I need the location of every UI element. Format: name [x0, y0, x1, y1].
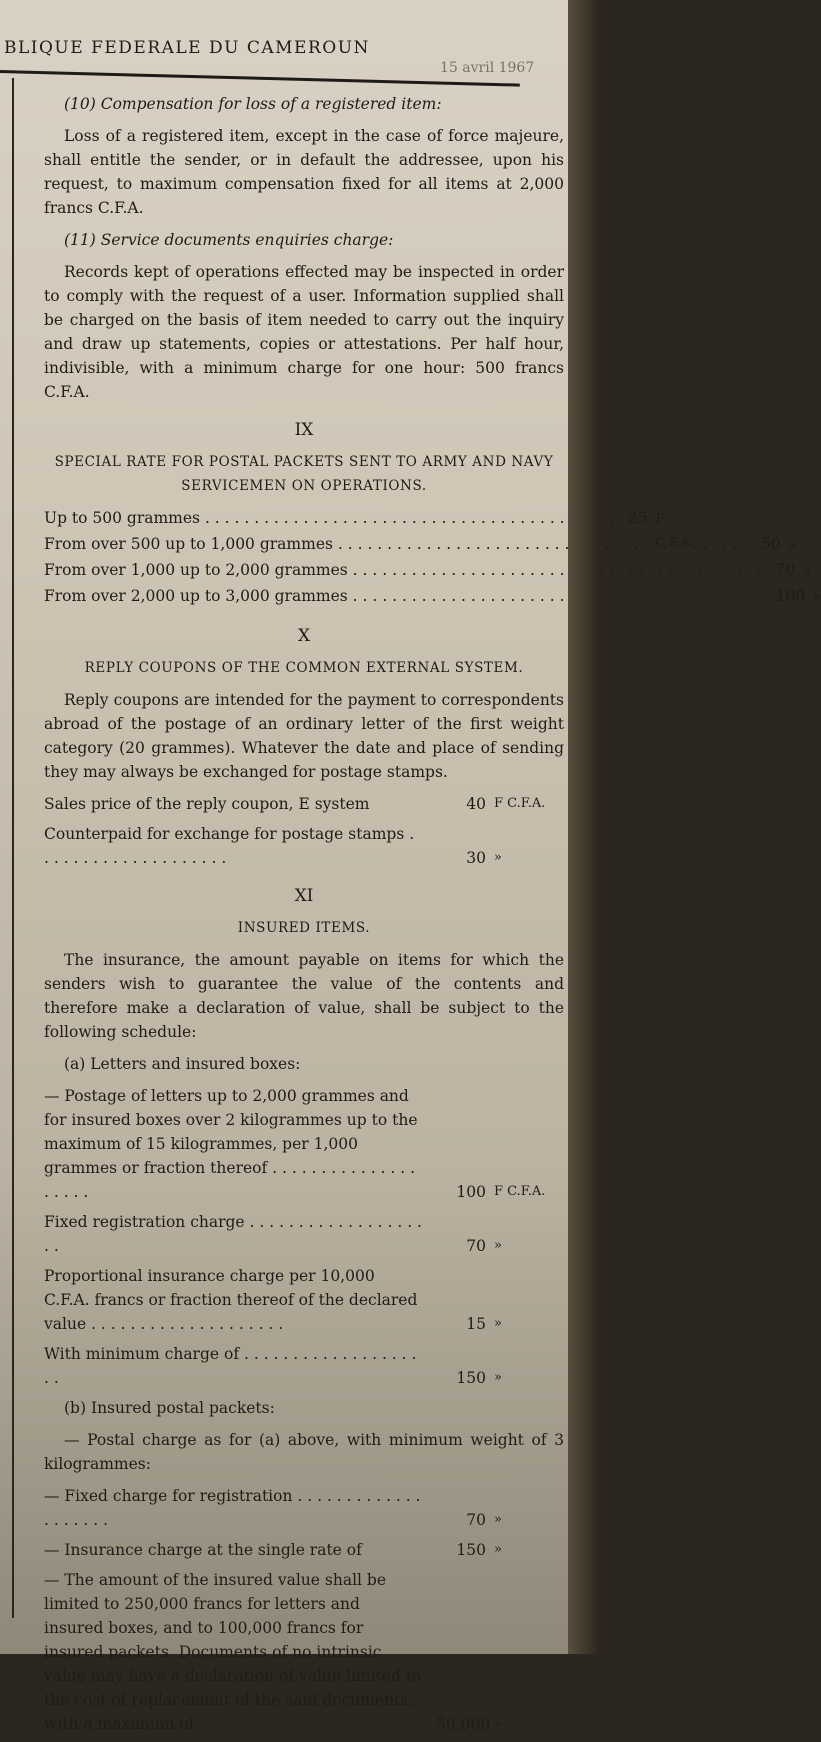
rate-row: [44, 1084, 564, 1204]
para-11-body: Records kept of operations effected may be inspected in order to comply with the request of a user. Information supplied shall be charged on the basis of item needed to carry out the inquiry and draw up statements, copies or attestations. Per half hour, indivisible, with a minimum charge for one hour: 500 francs C.F.A.: [44, 263, 564, 401]
a-min-value: 150: [456, 1369, 486, 1387]
sales-label: Sales price of the reply coupon, E system: [44, 795, 370, 813]
rate-row: [44, 558, 812, 584]
section-x-body: Reply coupons are intended for the payment to correspondents abroad of the postage of an ordinary letter of the first weight category (20 grammes). Whatever the date and place of sending they may always be exchanged for postage stamps.: [44, 691, 564, 781]
section-x-number: X: [297, 626, 311, 646]
a-prop-label: Proportional insurance charge per 10,000 C.F.A. francs or fraction thereof of the declared value . . .: [44, 1264, 422, 1336]
a-postage-unit: F C.F.A.: [494, 1184, 546, 1199]
rate-row: [44, 792, 564, 816]
b-fixed-unit: »: [494, 1512, 502, 1527]
sales-value: 40: [466, 795, 486, 813]
counter-unit: »: [494, 850, 502, 865]
a-fixed-unit: »: [494, 1238, 502, 1253]
rate-unit: »: [788, 538, 797, 553]
b-postal-text: — Postal charge as for (a) above, with minimum weight of 3 kilogrammes:: [44, 1431, 564, 1473]
book-spine-edge: [568, 0, 600, 1654]
rate-row: [44, 1264, 564, 1336]
section-x-title: REPLY COUPONS OF THE COMMON EXTERNAL SYSTEM.: [84, 660, 524, 676]
rate-unit: »: [813, 590, 821, 605]
rate-row: [44, 1568, 564, 1736]
counter-label: Counterpaid for exchange for postage stamps . . .: [44, 822, 422, 870]
rate-row: [44, 822, 564, 870]
rate-row: [44, 1210, 564, 1258]
b-ins-label: — Insurance charge at the single rate of: [44, 1541, 362, 1559]
a-postage-value: 100: [456, 1183, 486, 1201]
a-prop-unit: »: [494, 1316, 502, 1331]
rate-row: [44, 1484, 564, 1532]
subsection-b-heading: (b) Insured postal packets:: [64, 1399, 275, 1417]
b-limit-label: — The amount of the insured value shall be limited to 250,000 francs for letters and insured boxes, and to 100,000 francs for insured packets. Documents of no intrinsic value may have a declaration of value limited to the cost of replacement of the said documents, with a maximum of . . .: [44, 1568, 422, 1736]
page-body: [44, 92, 821, 1742]
rate-row: [44, 532, 797, 558]
margin-line: [12, 78, 14, 1618]
b-ins-unit: »: [494, 1542, 502, 1557]
a-fixed-value: 70: [466, 1237, 486, 1255]
a-prop-value: 15: [466, 1315, 486, 1333]
rate-row: [44, 584, 821, 610]
rate-value: 70: [775, 561, 796, 579]
a-fixed-label: Fixed registration charge . . .: [44, 1210, 422, 1258]
section-ix-title: SPECIAL RATE FOR POSTAL PACKETS SENT TO ARMY AND NAVY SERVICEMEN ON OPERATIONS.: [54, 454, 554, 494]
header-title: BLIQUE FEDERALE DU CAMEROUN: [4, 38, 370, 58]
rate-value: 100: [775, 587, 806, 605]
section-ix-number: IX: [294, 420, 314, 440]
para-10-heading: (10) Compensation for loss of a registered item:: [64, 95, 442, 113]
rate-row: [44, 1342, 564, 1390]
para-10-body: Loss of a registered item, except in the case of force majeure, shall entitle the sender, or in default the addressee, upon his request, to maximum compensation fixed for all items at 2,000 francs C.F.A.: [44, 127, 564, 217]
section-xi-title: INSURED ITEMS.: [237, 920, 371, 936]
section-xi-number: XI: [294, 886, 314, 906]
counter-value: 30: [466, 849, 486, 867]
rate-row: [44, 1538, 564, 1562]
b-ins-value: 150: [456, 1541, 486, 1559]
header-date: 15 avril 1967: [440, 60, 535, 76]
a-postage-label: — Postage of letters up to 2,000 grammes and for insured boxes over 2 kilogrammes up to the maximum of 15 kilogrammes, per 1,000 grammes or fraction thereof . . .: [44, 1084, 422, 1204]
para-11-heading: (11) Service documents enquiries charge:: [64, 231, 394, 249]
a-min-label: With minimum charge of . . .: [44, 1342, 422, 1390]
sales-unit: F C.F.A.: [494, 796, 546, 811]
running-header: [0, 30, 568, 76]
a-min-unit: »: [494, 1370, 502, 1385]
b-limit-unit: »: [494, 1716, 502, 1731]
rate-label: From over 2,000 up to 3,000 grammes . . .: [44, 584, 762, 608]
rate-unit: »: [803, 564, 812, 579]
rate-label: From over 500 up to 1,000 grammes . . .: [44, 532, 747, 556]
subsection-a-heading: (a) Letters and insured boxes:: [64, 1055, 301, 1073]
rate-label: Up to 500 grammes . . .: [44, 506, 614, 530]
b-fixed-value: 70: [466, 1511, 486, 1529]
rate-label: From over 1,000 up to 2,000 grammes . . .: [44, 558, 762, 582]
rate-value: 25: [627, 509, 648, 527]
b-fixed-label: — Fixed charge for registration . . .: [44, 1484, 422, 1532]
rate-unit: F C.F.A.: [655, 512, 694, 551]
rate-value: 50: [760, 535, 781, 553]
b-limit-value: 50,000: [436, 1715, 491, 1733]
section-xi-intro: The insurance, the amount payable on items for which the senders wish to guarantee the value of the contents and therefore make a declaration of value, shall be subject to the following schedule:: [44, 951, 564, 1041]
